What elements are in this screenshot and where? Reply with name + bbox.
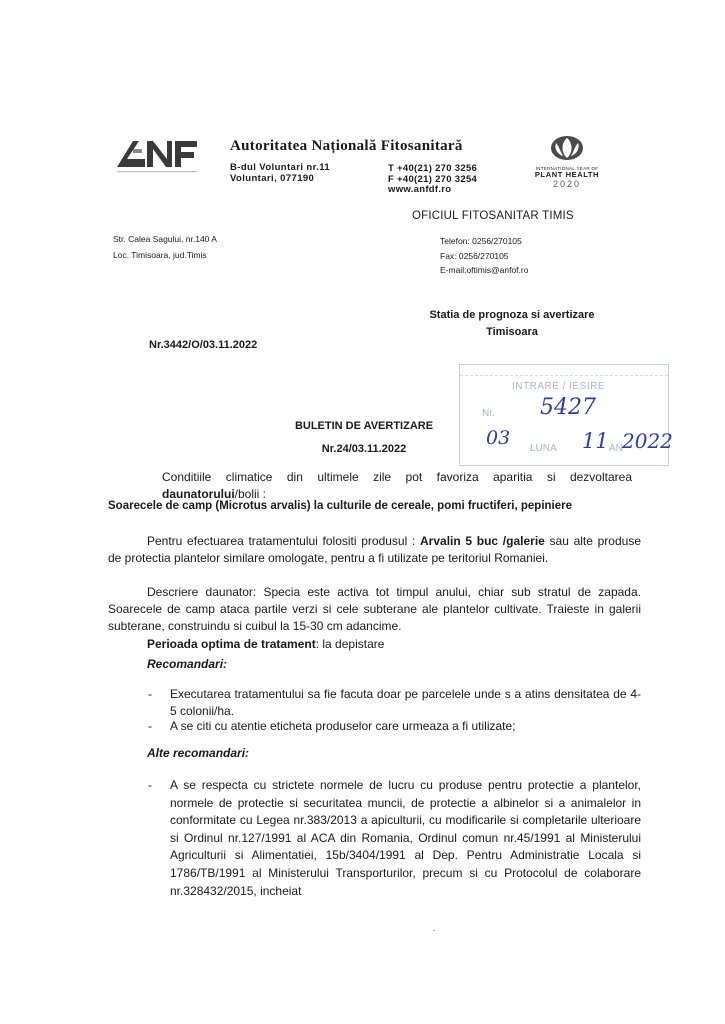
plant-health-badge — [532, 135, 602, 195]
recommendation-text: A se citi cu atentie eticheta produselor care urmeaza a fi utilizate; — [170, 719, 516, 733]
scan-speck — [433, 930, 435, 931]
recommendations-title: Recomandari: — [147, 657, 228, 671]
stamp-number: 5427 — [540, 395, 596, 420]
stamp-top-line — [460, 365, 668, 376]
bulletin-number: Nr.24/03.11.2022 — [321, 443, 407, 455]
station-block — [412, 307, 612, 341]
office-address — [113, 231, 217, 263]
org-name: Autoritatea Națională Fitosanitară — [230, 138, 463, 154]
office-name: OFICIUL FITOSANITAR TIMIS — [412, 210, 574, 222]
badge-line-2: PLANT HEALTH — [534, 170, 600, 179]
stamp-day: 03 — [486, 427, 511, 449]
org-fax: F +40(21) 270 3254 — [388, 173, 478, 185]
station-line-1: Statia de prognoza si avertizare — [429, 309, 595, 321]
stamp-luna-label: LUNA — [530, 443, 557, 454]
address-line-2: Voluntari, 077190 — [230, 173, 315, 184]
org-contact — [388, 164, 477, 196]
stamp-an-label: AN — [609, 443, 623, 454]
pest-description: Descriere daunator: Specia este activa tot timpul anului, chiar sub stratul de zapada. Soarecele de camp ataca partile verzi si cele subterane ale plantelor cultivate. Traieste in galerii subterane, construindu si cuibul la 15-30 cm adancime. — [108, 585, 641, 633]
other-recommendation-text: A se respecta cu strictete normele de lucru cu produse pentru protectie a plantelor, normele de protectie si securitatea muncii, de protectie a albinelor si a animalelor in conformitate cu Legea nr.383/2013 a apiculturii, cu modificarile si completarile ulterioare si Ordinul nr.127/1991 al ACA din Romania, Ordinul comun nr.45/1991 al Ministerului Agriculturii si Alimentatiei, 15b/3404/1991 al Dep. Pentru Administratie Locala si 1786/TB/1991 al Ministerului Transporturilor, precum si cu Protocolul de colaborare nr.328432/2015, incheiat — [170, 778, 641, 898]
bullet-dash: - — [148, 778, 152, 792]
intro-end: /bolii : — [234, 487, 267, 501]
bullet-dash: - — [148, 719, 152, 733]
period-value: : la depistare — [315, 637, 385, 651]
pest-line: Soarecele de camp (Microtus arvalis) la culturile de cereale, pomi fructiferi, pepiniere — [108, 500, 573, 512]
leaf-icon — [549, 135, 585, 161]
intro-pest-word: daunatorului — [162, 487, 235, 501]
other-recommendation-item — [148, 777, 641, 900]
intro-text: Conditiile climatice din ultimele zile pot favoriza aparitia si dezvoltarea — [162, 470, 632, 484]
badge-year: 2020 — [552, 179, 582, 189]
bulletin-title: BULETIN DE AVERTIZARE — [294, 420, 434, 432]
treatment-paragraph — [108, 533, 641, 567]
stamp-label: INTRARE / IESIRE — [512, 381, 606, 392]
recommendation-item — [148, 718, 641, 735]
reference-number: Nr.3442/O/03.11.2022 — [149, 339, 258, 351]
treatment-period — [147, 636, 627, 653]
org-address — [230, 162, 330, 184]
org-phone: T +40(21) 270 3256 — [388, 163, 478, 174]
org-website: www.anfdf.ro — [388, 184, 452, 195]
anf-logo — [115, 137, 201, 181]
bullet-dash: - — [148, 687, 152, 701]
badge-line-1: INTERNATIONAL YEAR OF — [535, 166, 599, 171]
office-fax: Fax: 0256/270105 — [440, 250, 509, 261]
period-label: Perioada optima de tratament — [147, 637, 316, 651]
recommendation-text: Executarea tratamentului sa fie facuta doar pe parcelele unde s a atins densitatea de 4-5 colonii/ha. — [170, 687, 641, 718]
office-email: E-mail:oftimis@anfof.ro — [440, 265, 529, 275]
office-locality: Loc. Timisoara, jud.Timis — [113, 250, 207, 260]
treatment-product: Arvalin 5 buc /galerie — [420, 534, 545, 548]
address-line-1: B-dul Voluntari nr.11 — [230, 162, 331, 173]
treatment-text: Pentru efectuarea tratamentului folositi produsul : — [147, 534, 421, 548]
office-phone: Telefon: 0256/270105 — [440, 236, 522, 246]
recommendation-item — [148, 686, 641, 720]
station-line-2: Timisoara — [486, 326, 538, 338]
stamp-nr-label: Nr. — [482, 408, 495, 419]
stamp-year: 2022 — [622, 429, 673, 453]
office-contact — [440, 234, 528, 278]
office-street: Str. Calea Sagului, nr.140 A — [113, 234, 217, 244]
other-recommendations-title: Alte recomandari: — [147, 746, 250, 760]
bulletin-title-block — [224, 415, 504, 461]
stamp-month: 11 — [582, 429, 609, 453]
treatment-end: sau alte produse de protectia plantelor similare omologate, pentru a fi utilizate pe teritoriul Romaniei. — [108, 534, 641, 565]
